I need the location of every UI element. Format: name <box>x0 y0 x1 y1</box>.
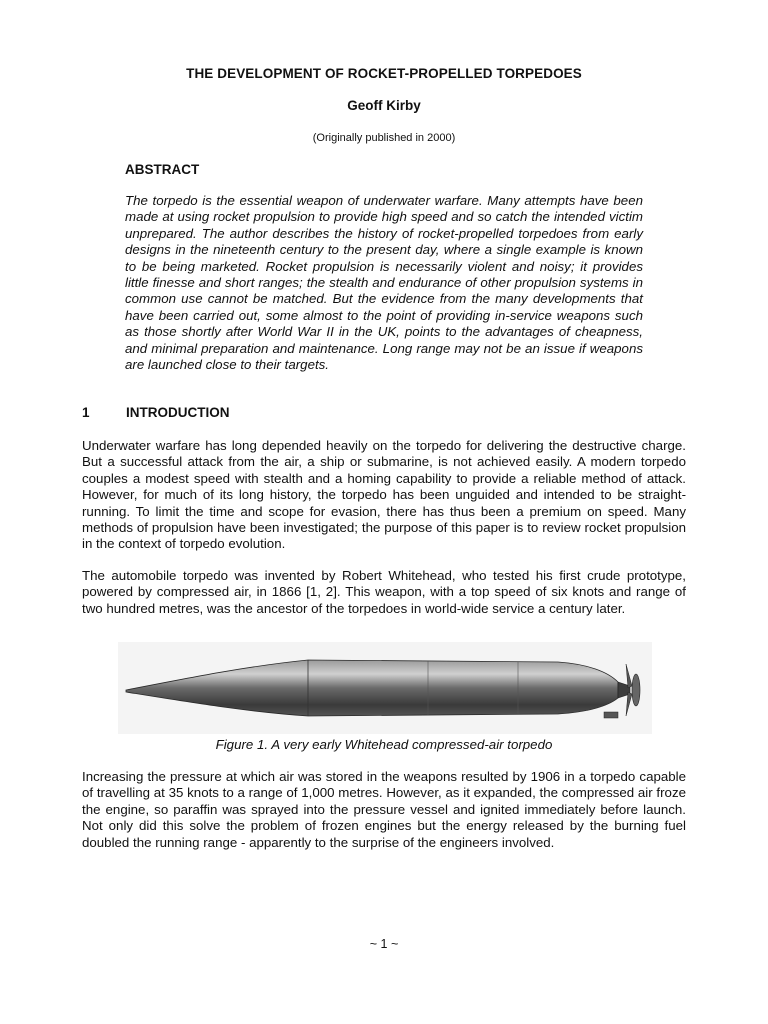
section-heading <box>82 405 230 420</box>
abstract-text: The torpedo is the essential weapon of underwater warfare. Many attempts have been made at using rocket propulsion to provide high speed and so catch the intended victim unprepared. The author describes the history of rocket-propelled torpedoes from early designs in the nineteenth century to the present day, where a single example is known to be being marketed. Rocket propulsion is necessarily violent and noisy; it provides little finesse and short ranges; the stealth and endurance of other propulsion systems in common use cannot be matched. But the evidence from the many developments that have been carried out, some almost to the point of providing in-service weapons such as those shortly after World War II in the UK, points to the advantages of cheapness, and minimal preparation and maintenance. Long range may not be an issue if weapons are launched close to their targets. <box>125 193 643 373</box>
paragraph-1: Underwater warfare has long depended heavily on the torpedo for delivering the destructive charge. But a successful attack from the air, a ship or submarine, is not achieved easily. A modern torpedo couples a modest speed with stealth and a homing capability to provide a reliable method of attack. However, for much of its long history, the torpedo has been unguided and intended to be straight-running. To limit the time and scope for evasion, there has thus been a premium on speed. Many methods of propulsion have been investigated; the purpose of this paper is to review rocket propulsion in the context of torpedo evolution. <box>82 438 686 552</box>
paragraph-3: Increasing the pressure at which air was stored in the weapons resulted by 1906 in a torpedo capable of travelling at 35 knots to a range of 1,000 metres. However, as it expanded, the compressed air froze the engine, so paraffin was sprayed into the pressure vessel and ignited immediately before launch. Not only did this solve the problem of frozen engines but the energy released by the burning fuel doubled the running range - apparently to the surprise of the engineers involved. <box>82 769 686 850</box>
paper-author: Geoff Kirby <box>347 98 421 113</box>
torpedo-figure <box>118 642 652 734</box>
figure-caption: Figure 1. A very early Whitehead compressed-air torpedo <box>215 737 553 752</box>
paper-title: THE DEVELOPMENT OF ROCKET-PROPELLED TORPEDOES <box>186 66 582 81</box>
section-title: INTRODUCTION <box>126 405 230 420</box>
abstract-heading: ABSTRACT <box>125 162 200 177</box>
torpedo-illustration <box>118 642 652 734</box>
page-number: ~ 1 ~ <box>369 937 399 951</box>
section-number: 1 <box>82 405 90 420</box>
publication-note: (Originally published in 2000) <box>312 132 456 144</box>
paragraph-2: The automobile torpedo was invented by Robert Whitehead, who tested his first crude prototype, powered by compressed air, in 1866 [1, 2]. This weapon, with a top speed of six knots and range of two hundred metres, was the ancestor of the torpedoes in world-wide service a century later. <box>82 568 686 616</box>
